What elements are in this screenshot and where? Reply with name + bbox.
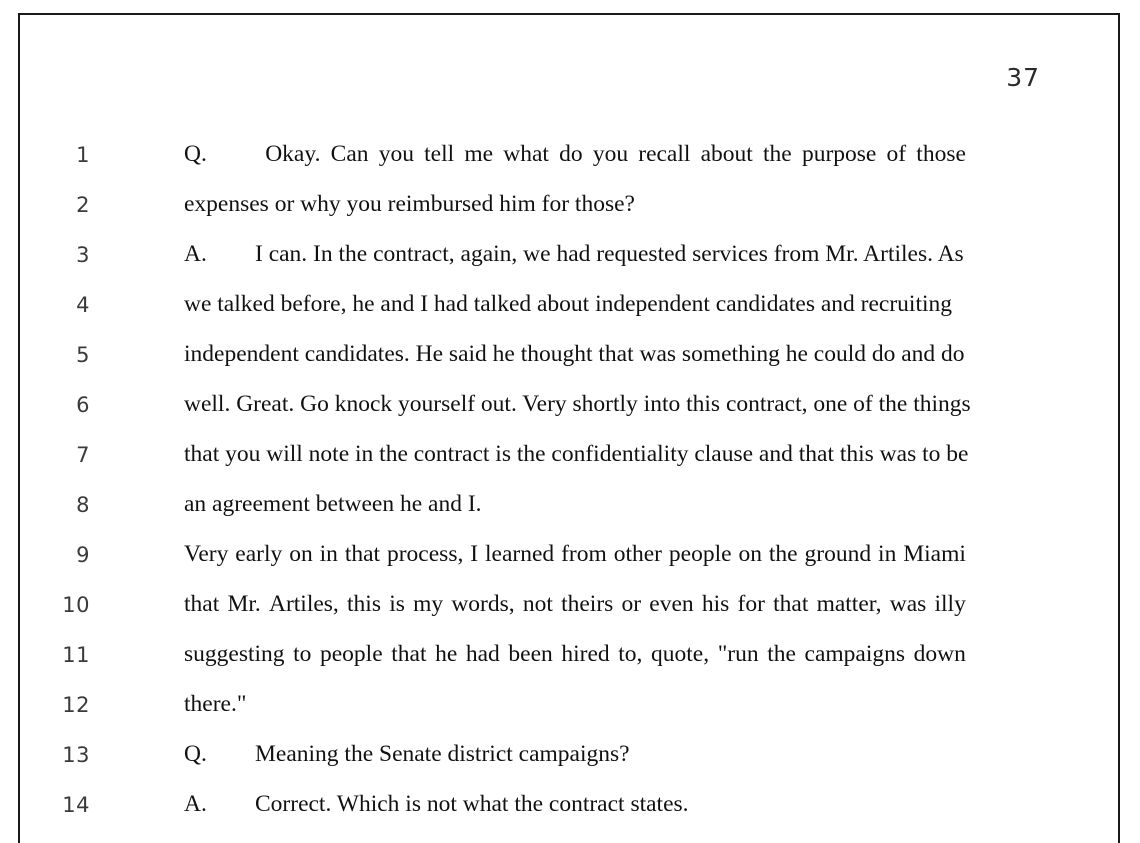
transcript-line — [20, 637, 1122, 687]
line-word: other — [613, 541, 662, 567]
line-word: illy — [934, 591, 966, 617]
line-number: 10 — [62, 593, 90, 617]
transcript-line — [20, 737, 1122, 787]
transcript-line — [20, 587, 1122, 637]
line-word: early — [235, 541, 283, 567]
line-word: about — [700, 141, 753, 167]
line-number: 2 — [76, 193, 90, 217]
line-text — [184, 239, 966, 269]
speaker-label: Q. — [184, 741, 207, 767]
line-body: we talked before, he and I had talked about independent candidates and recruiting — [184, 291, 953, 317]
line-word: Artiles, — [268, 591, 339, 617]
line-word: you — [378, 141, 414, 167]
line-body: an agreement between he and I. — [184, 491, 482, 517]
line-body: well. Great. Go knock yourself out. Very shortly into this contract, one of the things — [184, 391, 971, 417]
line-word: Can — [330, 141, 369, 167]
line-word: people — [320, 641, 383, 667]
line-word: been — [508, 641, 553, 667]
line-word: down — [913, 641, 966, 667]
transcript-line — [20, 337, 1122, 387]
line-text — [184, 439, 969, 469]
line-word: Very — [184, 541, 229, 567]
line-word: theirs — [561, 591, 614, 617]
line-word: suggesting — [184, 641, 285, 667]
line-word: to, — [618, 641, 643, 667]
line-text — [184, 189, 966, 219]
line-word: Okay. — [265, 141, 321, 167]
speaker-label: Q. — [184, 141, 207, 167]
line-word: my — [413, 591, 444, 617]
transcript-body — [20, 137, 1122, 837]
page-number: 37 — [1006, 63, 1040, 92]
line-number: 9 — [76, 543, 90, 567]
line-word: matter, — [816, 591, 882, 617]
line-word: do — [559, 141, 583, 167]
speaker-label: A. — [184, 791, 207, 817]
line-word: that — [773, 591, 809, 617]
line-word: learned — [485, 541, 555, 567]
line-word: to — [293, 641, 312, 667]
line-text — [184, 389, 971, 419]
line-text — [184, 689, 966, 719]
line-number: 3 — [76, 243, 90, 267]
transcript-line — [20, 437, 1122, 487]
line-word: the — [768, 541, 798, 567]
line-word: in — [319, 541, 338, 567]
line-word: that — [344, 541, 381, 567]
line-text — [184, 339, 966, 369]
line-number: 4 — [76, 293, 90, 317]
line-word: the — [767, 641, 796, 667]
line-text — [184, 639, 966, 669]
transcript-line — [20, 387, 1122, 437]
transcript-line — [20, 687, 1122, 737]
line-word: people — [668, 541, 732, 567]
line-word: ground — [804, 541, 872, 567]
line-word: recall — [638, 141, 691, 167]
line-body: I can. In the contract, again, we had requested services from Mr. Artiles. As — [255, 241, 964, 267]
line-word: words, — [451, 591, 515, 617]
line-word: of — [886, 141, 907, 167]
line-word: I — [470, 541, 479, 567]
line-number: 12 — [62, 693, 90, 717]
line-word: that — [184, 591, 220, 617]
line-word: what — [503, 141, 549, 167]
line-word: hired — [561, 641, 610, 667]
line-word: for — [737, 591, 765, 617]
line-number: 1 — [76, 143, 90, 167]
line-word: Miami — [903, 541, 966, 567]
line-text — [184, 139, 966, 169]
line-number: 11 — [62, 643, 90, 667]
line-word: Mr. — [227, 591, 261, 617]
line-word: from — [561, 541, 607, 567]
line-text — [184, 489, 966, 519]
line-word: is — [389, 591, 405, 617]
transcript-line — [20, 187, 1122, 237]
transcript-line — [20, 487, 1122, 537]
line-text — [184, 789, 966, 819]
line-body: expenses or why you reimbursed him for those? — [184, 191, 635, 217]
line-word: his — [701, 591, 730, 617]
line-number: 8 — [76, 493, 90, 517]
line-text — [184, 539, 966, 569]
line-word: quote, — [651, 641, 710, 667]
line-word: was — [889, 591, 927, 617]
line-text — [184, 289, 966, 319]
line-word: process, — [386, 541, 464, 567]
transcript-line — [20, 537, 1122, 587]
line-word: on — [738, 541, 762, 567]
line-word: campaigns — [804, 641, 906, 667]
transcript-line — [20, 287, 1122, 337]
line-word: or — [621, 591, 642, 617]
line-word: purpose — [801, 141, 877, 167]
line-number: 6 — [76, 393, 90, 417]
line-body: Meaning the Senate district campaigns? — [255, 741, 630, 767]
line-word: the — [763, 141, 792, 167]
line-number: 5 — [76, 343, 90, 367]
line-body: that you will note in the contract is the confidentiality clause and that this was to be — [184, 441, 969, 467]
line-word: me — [464, 141, 494, 167]
line-body: Correct. Which is not what the contract states. — [255, 791, 689, 817]
transcript-line — [20, 237, 1122, 287]
scanned-page-sheet — [18, 13, 1120, 843]
line-word: even — [649, 591, 694, 617]
line-word: not — [522, 591, 553, 617]
speaker-label: A. — [184, 241, 207, 267]
line-word: he — [435, 641, 458, 667]
line-number: 7 — [76, 443, 90, 467]
line-word: you — [592, 141, 629, 167]
line-number: 13 — [62, 743, 90, 767]
line-word: "run — [717, 641, 759, 667]
line-word: on — [289, 541, 313, 567]
line-word: tell — [424, 141, 455, 167]
transcript-line — [20, 787, 1122, 837]
line-body: there." — [184, 691, 247, 717]
line-word: those — [916, 141, 966, 167]
line-number: 14 — [62, 793, 90, 817]
line-word: had — [465, 641, 500, 667]
line-body: independent candidates. He said he thought that was something he could do and do — [184, 341, 965, 367]
line-word: in — [878, 541, 897, 567]
line-text — [184, 739, 966, 769]
line-text — [184, 589, 966, 619]
transcript-line — [20, 137, 1122, 187]
line-word: this — [347, 591, 381, 617]
line-word: that — [391, 641, 427, 667]
